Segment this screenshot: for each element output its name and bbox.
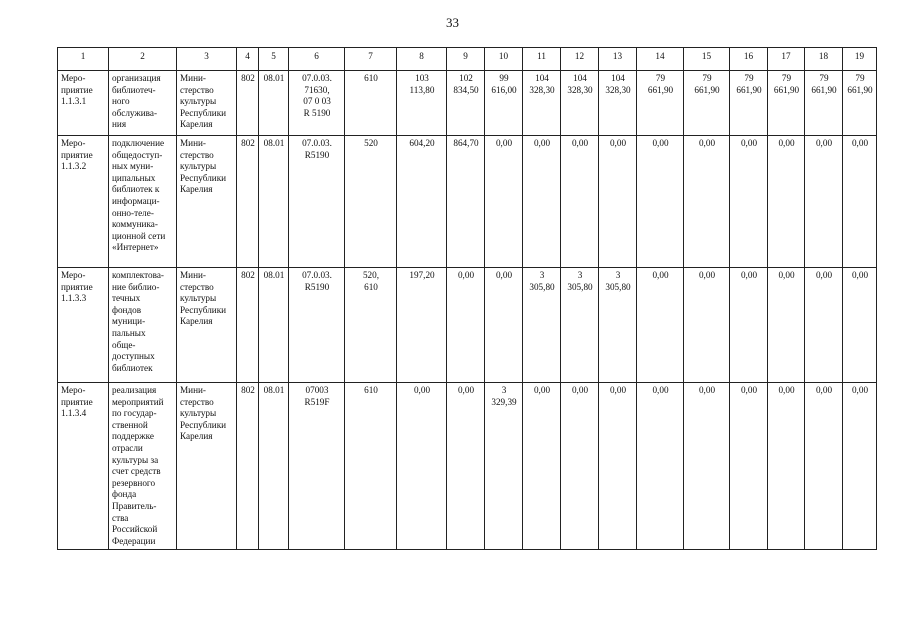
expense-type-cell-text: 610 — [364, 73, 378, 83]
amount-cell-col-11 — [523, 268, 561, 383]
amount-value: 103 113,80 — [409, 73, 435, 95]
amount-cell-col-18 — [805, 71, 843, 136]
section-code-cell-text: 08.01 — [263, 385, 285, 395]
amount-value: 0,00 — [533, 385, 551, 395]
amount-value: 0,00 — [815, 138, 833, 148]
amount-cell-col-10 — [485, 71, 523, 136]
ministry-cell — [177, 71, 237, 136]
column-header-14: 14 — [637, 48, 684, 71]
amount-value: 0,00 — [652, 385, 669, 395]
amount-cell-col-12 — [561, 383, 599, 550]
amount-cell-col-17 — [768, 136, 805, 268]
column-header-7: 7 — [345, 48, 397, 71]
amount-value: 99 616,00 — [491, 73, 517, 95]
expense-type-cell-text: 520, 610 — [362, 270, 380, 292]
section-code-cell — [259, 136, 289, 268]
grbs-code-cell-text: 802 — [241, 73, 255, 83]
column-header-8: 8 — [397, 48, 447, 71]
amount-cell-col-14 — [637, 136, 684, 268]
measure-cell — [58, 136, 109, 268]
amount-value: 0,00 — [778, 385, 795, 395]
amount-cell-col-18 — [805, 268, 843, 383]
amount-value: 0,00 — [815, 270, 833, 280]
amount-cell-col-9 — [447, 268, 485, 383]
budget-table — [57, 47, 877, 550]
description-cell — [109, 71, 177, 136]
amount-value: 102 834,50 — [453, 73, 479, 95]
amount-value: 864,70 — [453, 138, 479, 148]
ministry-cell-text: Мини- стерство культуры Республики Карелия — [180, 73, 227, 130]
amount-value: 104 328,30 — [529, 73, 555, 95]
target-article-cell — [289, 383, 345, 550]
expense-type-cell-text: 520 — [364, 138, 378, 148]
description-cell — [109, 383, 177, 550]
amount-value: 0,00 — [851, 138, 869, 148]
target-article-cell-text: 07.0.03. 71630, 07 0 03 R 5190 — [302, 73, 332, 118]
amount-cell-col-11 — [523, 383, 561, 550]
amount-cell-col-13 — [599, 383, 637, 550]
amount-cell-col-10 — [485, 383, 523, 550]
amount-cell-col-15 — [684, 268, 730, 383]
table-row — [58, 383, 877, 550]
target-article-cell-text: 07.0.03. R5190 — [302, 138, 332, 160]
amount-value: 0,00 — [609, 385, 627, 395]
expense-type-cell — [345, 136, 397, 268]
ministry-cell-text: Мини- стерство культуры Республики Карелия — [180, 385, 227, 442]
amount-value: 104 328,30 — [605, 73, 631, 95]
column-header-1: 1 — [58, 48, 109, 71]
amount-cell-col-14 — [637, 71, 684, 136]
description-cell-text: реализация мероприятий по государ- ственной поддержке отрасли культуры за счет средств резервного фонда Правитель- ства Российской Федерации — [112, 385, 164, 546]
description-cell — [109, 136, 177, 268]
measure-cell — [58, 71, 109, 136]
amount-value: 0,00 — [778, 138, 795, 148]
grbs-code-cell — [237, 383, 259, 550]
table-body — [58, 71, 877, 550]
amount-cell-col-10 — [485, 268, 523, 383]
target-article-cell-text: 07003 R519F — [304, 385, 330, 407]
section-code-cell — [259, 71, 289, 136]
expense-type-cell — [345, 71, 397, 136]
section-code-cell-text: 08.01 — [263, 270, 285, 280]
column-header-9: 9 — [447, 48, 485, 71]
column-header-12: 12 — [561, 48, 599, 71]
column-header-3: 3 — [177, 48, 237, 71]
ministry-cell-text: Мини- стерство культуры Республики Карелия — [180, 270, 227, 327]
amount-cell-col-17 — [768, 71, 805, 136]
description-cell-text: подключение общедоступ- ных муни- ципальных библиотек к информаци- онно-теле- коммуника- ционной сети «Интернет» — [112, 138, 166, 253]
amount-value: 3 329,39 — [491, 385, 517, 407]
amount-value: 79 661,90 — [811, 73, 837, 95]
table-row — [58, 136, 877, 268]
amount-value: 0,00 — [851, 270, 869, 280]
grbs-code-cell — [237, 71, 259, 136]
column-header-16: 16 — [730, 48, 768, 71]
description-cell-text: организация библиотеч- ного обслужива- ния — [112, 73, 161, 130]
amount-value: 0,00 — [740, 270, 758, 280]
description-cell-text: комплектова- ние библио- течных фондов муници- пальных обще- доступных библиотек — [112, 270, 164, 373]
amount-value: 0,00 — [740, 385, 758, 395]
grbs-code-cell-text: 802 — [241, 138, 255, 148]
column-header-13: 13 — [599, 48, 637, 71]
amount-cell-col-16 — [730, 136, 768, 268]
amount-cell-col-13 — [599, 136, 637, 268]
section-code-cell-text: 08.01 — [263, 73, 285, 83]
amount-value: 0,00 — [698, 138, 716, 148]
amount-value: 197,20 — [409, 270, 435, 280]
table-row — [58, 268, 877, 383]
table-row — [58, 71, 877, 136]
amount-cell-col-10 — [485, 136, 523, 268]
amount-value: 0,00 — [495, 270, 513, 280]
column-header-11: 11 — [523, 48, 561, 71]
amount-value: 0,00 — [698, 270, 716, 280]
amount-cell-col-9 — [447, 383, 485, 550]
amount-cell-col-12 — [561, 136, 599, 268]
amount-value: 0,00 — [815, 385, 833, 395]
amount-cell-col-19 — [843, 383, 877, 550]
amount-cell-col-14 — [637, 383, 684, 550]
amount-cell-col-13 — [599, 268, 637, 383]
column-header-19: 19 — [843, 48, 877, 71]
expense-type-cell — [345, 383, 397, 550]
amount-value: 0,00 — [698, 385, 716, 395]
amount-cell-col-9 — [447, 71, 485, 136]
amount-cell-col-15 — [684, 71, 730, 136]
measure-cell-text: Меро- приятие 1.1.3.3 — [61, 270, 93, 304]
page-number: 33 — [446, 15, 459, 30]
amount-value: 79 661,90 — [694, 73, 720, 95]
amount-cell-col-11 — [523, 136, 561, 268]
target-article-cell — [289, 136, 345, 268]
amount-cell-col-14 — [637, 268, 684, 383]
grbs-code-cell — [237, 268, 259, 383]
measure-cell-text: Меро- приятие 1.1.3.1 — [61, 73, 93, 107]
amount-value: 0,00 — [778, 270, 795, 280]
amount-cell-col-19 — [843, 71, 877, 136]
ministry-cell — [177, 383, 237, 550]
description-cell — [109, 268, 177, 383]
amount-value: 0,00 — [851, 385, 869, 395]
amount-cell-col-12 — [561, 268, 599, 383]
target-article-cell — [289, 71, 345, 136]
section-code-cell — [259, 383, 289, 550]
grbs-code-cell-text: 802 — [241, 385, 255, 395]
amount-cell-col-12 — [561, 71, 599, 136]
amount-value: 3 305,80 — [605, 270, 631, 292]
measure-cell-text: Меро- приятие 1.1.3.2 — [61, 138, 93, 172]
ministry-cell — [177, 268, 237, 383]
expense-type-cell-text: 610 — [364, 385, 378, 395]
section-code-cell — [259, 268, 289, 383]
amount-cell-col-8 — [397, 71, 447, 136]
amount-value: 104 328,30 — [567, 73, 593, 95]
amount-value: 3 305,80 — [567, 270, 593, 292]
amount-value: 604,20 — [409, 138, 435, 148]
amount-value: 0,00 — [533, 138, 551, 148]
column-header-10: 10 — [485, 48, 523, 71]
amount-cell-col-19 — [843, 268, 877, 383]
amount-cell-col-15 — [684, 383, 730, 550]
amount-cell-col-8 — [397, 383, 447, 550]
amount-cell-col-17 — [768, 383, 805, 550]
amount-value: 0,00 — [652, 270, 669, 280]
amount-value: 0,00 — [457, 385, 475, 395]
header-row — [58, 48, 877, 71]
column-header-2: 2 — [109, 48, 177, 71]
amount-cell-col-16 — [730, 71, 768, 136]
amount-cell-col-9 — [447, 136, 485, 268]
ministry-cell — [177, 136, 237, 268]
amount-cell-col-18 — [805, 136, 843, 268]
measure-cell — [58, 383, 109, 550]
target-article-cell-text: 07.0.03. R5190 — [302, 270, 332, 292]
column-header-5: 5 — [259, 48, 289, 71]
amount-value: 0,00 — [571, 385, 589, 395]
amount-value: 3 305,80 — [529, 270, 555, 292]
amount-cell-col-19 — [843, 136, 877, 268]
amount-value: 79 661,90 — [647, 73, 674, 95]
amount-cell-col-15 — [684, 136, 730, 268]
column-header-4: 4 — [237, 48, 259, 71]
target-article-cell — [289, 268, 345, 383]
column-header-15: 15 — [684, 48, 730, 71]
measure-cell-text: Меро- приятие 1.1.3.4 — [61, 385, 93, 419]
amount-cell-col-18 — [805, 383, 843, 550]
measure-cell — [58, 268, 109, 383]
amount-cell-col-8 — [397, 136, 447, 268]
amount-value: 79 661,90 — [847, 73, 873, 95]
expense-type-cell — [345, 268, 397, 383]
amount-value: 79 661,90 — [736, 73, 762, 95]
section-code-cell-text: 08.01 — [263, 138, 285, 148]
amount-cell-col-17 — [768, 268, 805, 383]
ministry-cell-text: Мини- стерство культуры Республики Карелия — [180, 138, 227, 195]
amount-value: 0,00 — [652, 138, 669, 148]
amount-cell-col-16 — [730, 383, 768, 550]
grbs-code-cell — [237, 136, 259, 268]
amount-value: 0,00 — [571, 138, 589, 148]
amount-value: 0,00 — [457, 270, 475, 280]
amount-value: 0,00 — [740, 138, 758, 148]
amount-value: 0,00 — [413, 385, 431, 395]
column-header-17: 17 — [768, 48, 805, 71]
amount-value: 0,00 — [609, 138, 627, 148]
amount-value: 79 661,90 — [773, 73, 800, 95]
column-header-6: 6 — [289, 48, 345, 71]
amount-cell-col-11 — [523, 71, 561, 136]
amount-cell-col-16 — [730, 268, 768, 383]
column-header-18: 18 — [805, 48, 843, 71]
amount-cell-col-13 — [599, 71, 637, 136]
grbs-code-cell-text: 802 — [241, 270, 255, 280]
amount-value: 0,00 — [495, 138, 513, 148]
amount-cell-col-8 — [397, 268, 447, 383]
